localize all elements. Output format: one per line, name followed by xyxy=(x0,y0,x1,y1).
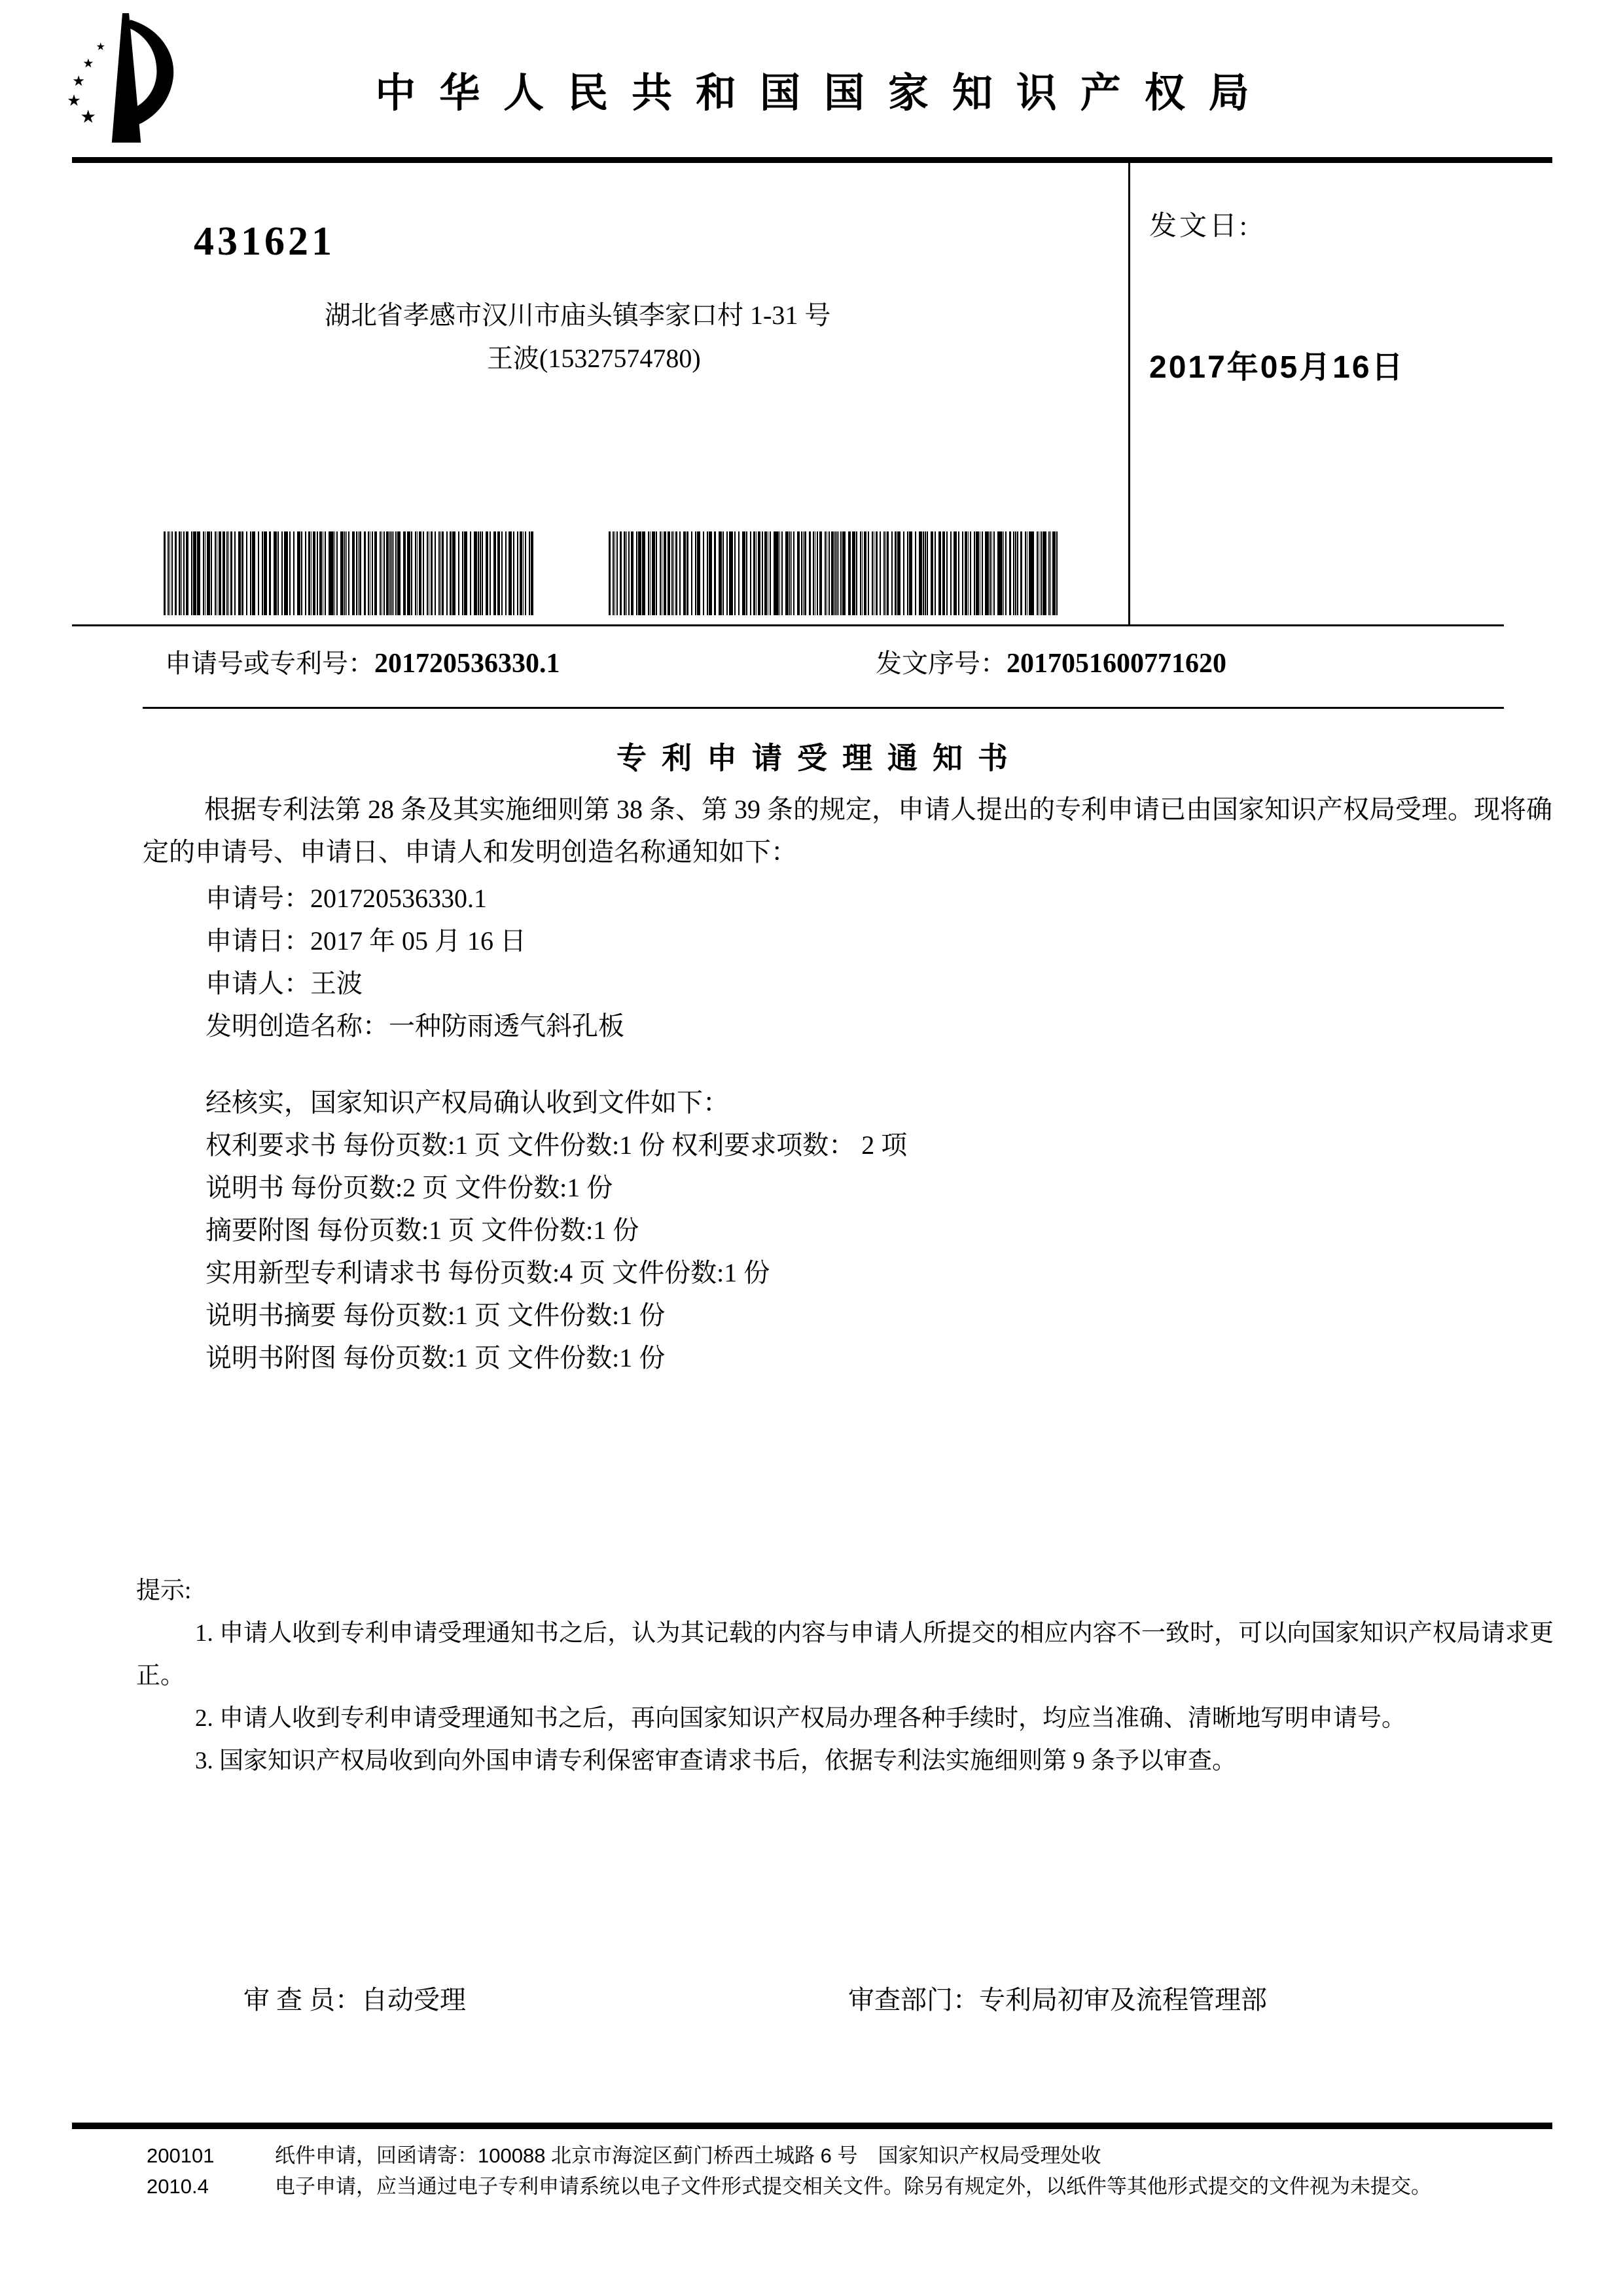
received-document-item: 实用新型专利请求书 每份页数:4 页 文件份数:1 份 xyxy=(205,1258,770,1287)
form-revision: 2010.4 xyxy=(147,2175,209,2198)
issue-date-label: 发文日: xyxy=(1149,211,1250,242)
received-document-item: 说明书 每份页数:2 页 文件份数:1 份 xyxy=(205,1173,613,1202)
examiner-value: 自动受理 xyxy=(361,1985,466,2015)
dispatch-number-value: 2017051600771620 xyxy=(1007,649,1226,679)
logo-star-icon: ★ xyxy=(67,92,81,110)
notice-title: 专利申请受理通知书 xyxy=(616,742,1023,775)
application-number-row xyxy=(165,643,560,680)
received-document-item: 摘要附图 每份页数:1 页 文件份数:1 份 xyxy=(205,1215,639,1245)
form-code: 200101 xyxy=(147,2144,215,2167)
received-document-item: 说明书摘要 每份页数:1 页 文件份数:1 份 xyxy=(205,1300,666,1330)
department-value: 专利局初审及流程管理部 xyxy=(979,1985,1267,2015)
logo-star-icon: ★ xyxy=(82,56,94,71)
dispatch-number-row xyxy=(876,643,1226,680)
received-documents-list xyxy=(205,1081,907,1379)
logo-star-icon: ★ xyxy=(80,107,96,127)
postal-code: 431621 xyxy=(194,219,335,264)
received-document-item: 权利要求书 每份页数:1 页 文件份数:1 份 权利要求项数： 2 项 xyxy=(205,1130,908,1160)
divider-rule xyxy=(143,707,1504,709)
recipient-address: 湖北省孝感市汉川市庙头镇李家口村 1-31 号 xyxy=(325,300,831,330)
issue-date: 2017年05月16日 xyxy=(1149,350,1405,385)
notice-intro-paragraph: 根据专利法第 28 条及其实施细则第 38 条、第 39 条的规定，申请人提出的专利申请已由国家知识产权局受理。现将确定的申请号、申请日、申请人和发明创造名称通知如下： xyxy=(143,795,1552,867)
department-row xyxy=(848,1979,1267,2017)
application-number-label: 申请号或专利号： xyxy=(165,649,374,678)
footer-paper-row xyxy=(147,2140,1560,2171)
received-document-item: 说明书附图 每份页数:1 页 文件份数:1 份 xyxy=(205,1343,666,1372)
tip-item: 1. 申请人收到专利申请受理通知书之后，认为其记载的内容与申请人所提交的相应内容不一致时，可以向国家知识产权局请求更正。 xyxy=(136,1620,1554,1689)
footer-rule xyxy=(72,2123,1552,2129)
recipient-name-phone: 王波(15327574780) xyxy=(487,344,701,373)
header-rule xyxy=(72,157,1552,163)
tips-section xyxy=(136,1570,1554,1782)
tip-item: 3. 国家知识产权局收到向外国申请专利保密审查请求书后，依据专利法实施细则第 9 条予以审查。 xyxy=(195,1748,1236,1774)
field-application-number: 申请号：201720536330.1 xyxy=(205,884,487,913)
tips-heading: 提示: xyxy=(136,1577,192,1604)
examiner-label: 审 查 员： xyxy=(243,1985,361,2015)
field-application-date: 申请日：2017 年 05 月 16 日 xyxy=(205,926,526,956)
footer-electronic-row xyxy=(147,2171,1560,2202)
examiner-row xyxy=(243,1979,466,2017)
footer-electronic-instruction: 电子申请，应当通过电子专利申请系统以电子文件形式提交相关文件。除另有规定外，以纸件等其他形式提交的文件视为未提交。 xyxy=(275,2175,1431,2198)
tip-item: 2. 申请人收到专利申请受理通知书之后，再向国家知识产权局办理各种手续时，均应当准确、清晰地写明申请号。 xyxy=(195,1705,1406,1732)
received-intro: 经核实，国家知识产权局确认收到文件如下： xyxy=(205,1088,729,1117)
header-vertical-divider xyxy=(1128,163,1130,626)
field-invention-title: 发明创造名称：一种防雨透气斜孔板 xyxy=(205,1011,624,1041)
divider-rule xyxy=(72,624,1504,626)
barcode xyxy=(609,531,1060,615)
dispatch-number-label: 发文序号： xyxy=(876,649,1007,678)
logo-star-icon: ★ xyxy=(96,41,106,53)
application-number-value: 201720536330.1 xyxy=(374,649,560,679)
footer xyxy=(147,2140,1560,2202)
application-fields xyxy=(205,877,624,1047)
department-label: 审查部门： xyxy=(848,1985,979,2015)
barcode xyxy=(164,531,533,615)
org-title: 中华人民共和国国家知识产权局 xyxy=(375,71,1273,116)
logo-star-icon: ★ xyxy=(72,73,86,90)
field-applicant: 申请人：王波 xyxy=(205,969,363,998)
footer-paper-instruction: 纸件申请，回函请寄：100088 北京市海淀区蓟门桥西土城路 6 号 国家知识产权局受理处收 xyxy=(275,2144,1101,2167)
